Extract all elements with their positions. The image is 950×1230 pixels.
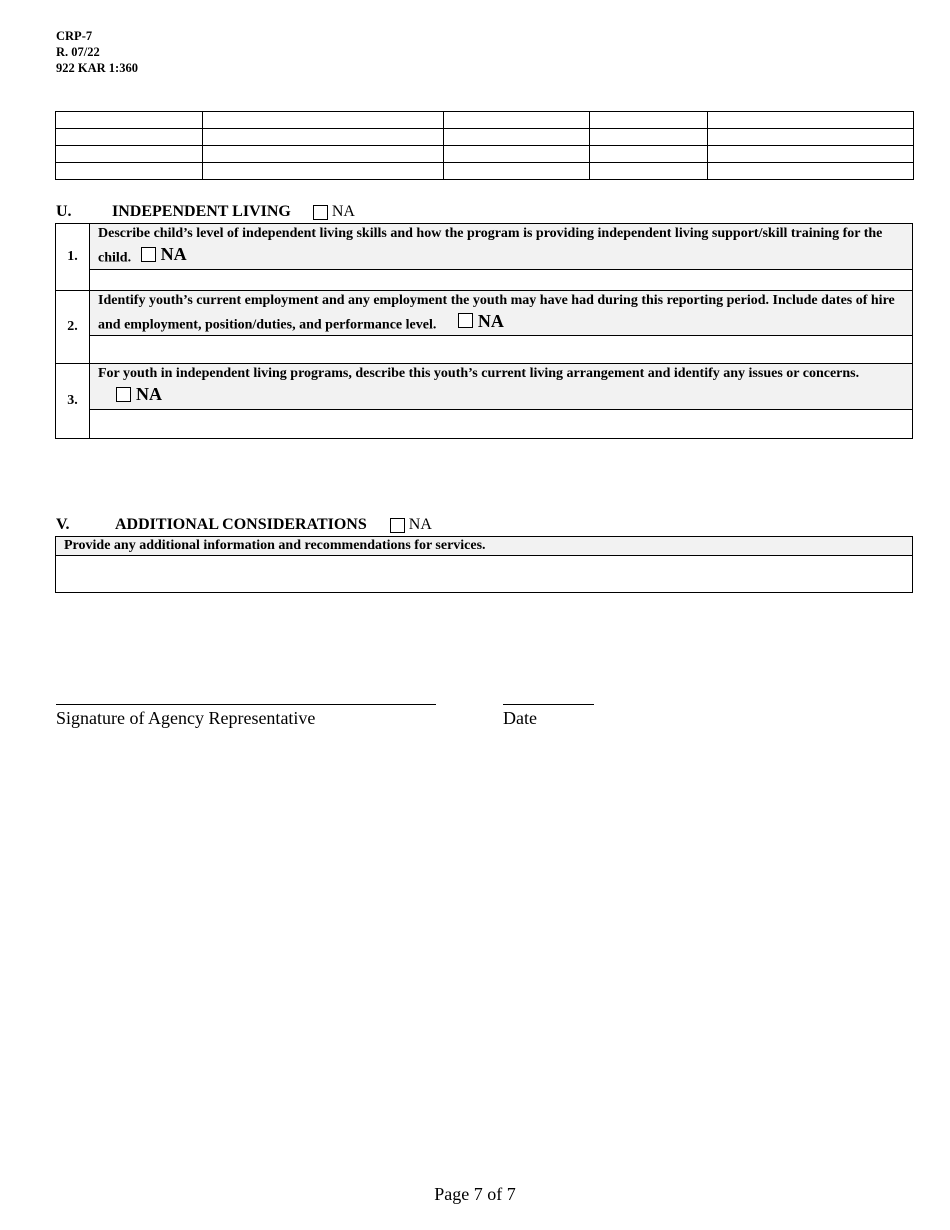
section-v-na-label: NA: [408, 516, 432, 533]
table-cell[interactable]: [444, 146, 590, 163]
table-cell[interactable]: [708, 163, 914, 180]
table-cell[interactable]: [708, 112, 914, 129]
table-cell[interactable]: [444, 129, 590, 146]
table-cell[interactable]: [56, 129, 203, 146]
question-text-cell: [90, 364, 913, 410]
table-cell[interactable]: [203, 146, 444, 163]
question-text: For youth in independent living programs, describe this youth’s current living arrangement and identify any issues or concerns.: [98, 366, 860, 381]
question-number: 2.: [56, 290, 90, 364]
date-line[interactable]: [503, 704, 594, 705]
form-header: [56, 28, 138, 76]
question-row: [56, 537, 913, 556]
question-text-cell: [90, 224, 913, 270]
table-cell[interactable]: [203, 163, 444, 180]
question-1-na-label: NA: [160, 244, 187, 264]
answer-row: [56, 556, 913, 593]
table-cell[interactable]: [590, 129, 708, 146]
signature-line[interactable]: [56, 704, 436, 705]
section-v-heading: [56, 516, 432, 534]
section-u-title: INDEPENDENT LIVING: [112, 203, 291, 220]
table-cell[interactable]: [56, 146, 203, 163]
question-3-na-label: NA: [136, 384, 162, 404]
section-u-letter: U.: [56, 203, 72, 220]
table-cell[interactable]: [56, 163, 203, 180]
section-u-na-checkbox[interactable]: [313, 205, 328, 220]
question-text-cell: [90, 290, 913, 336]
table-row: [56, 129, 914, 146]
table-cell[interactable]: [708, 129, 914, 146]
form-revision: R. 07/22: [56, 45, 100, 59]
answer-field[interactable]: [90, 409, 913, 438]
form-regulation: 922 KAR 1:360: [56, 61, 138, 75]
question-2-na-label: NA: [477, 310, 504, 331]
answer-field[interactable]: [90, 269, 913, 290]
answer-row: [56, 269, 913, 290]
section-u-na-label: NA: [331, 203, 355, 220]
table-row: [56, 112, 914, 129]
table-cell[interactable]: [590, 163, 708, 180]
answer-row: [56, 336, 913, 364]
question-3-na-checkbox[interactable]: [116, 387, 131, 402]
additional-considerations-table: [55, 536, 913, 593]
carryover-table: [55, 111, 914, 180]
form-id: CRP-7: [56, 29, 93, 43]
answer-field[interactable]: [90, 336, 913, 364]
table-cell[interactable]: [590, 112, 708, 129]
section-v-letter: V.: [56, 516, 70, 533]
signature-label: Signature of Agency Representative: [56, 708, 316, 728]
independent-living-table: [55, 223, 913, 439]
section-u-heading: [56, 203, 355, 221]
question-text: Identify youth’s current employment and any employment the youth may have had during this reporting period. Include dates of hire and employment, position/duties, and performance level.: [98, 292, 895, 332]
question-text: Describe child’s level of independent living skills and how the program is providing independent living support/skill training for the child.: [98, 226, 883, 266]
question-row: [56, 224, 913, 270]
table-cell[interactable]: [708, 146, 914, 163]
table-cell[interactable]: [56, 112, 203, 129]
question-row: [56, 364, 913, 410]
table-cell[interactable]: [590, 146, 708, 163]
question-number: 3.: [56, 364, 90, 439]
page-number: Page 7 of 7: [434, 1184, 516, 1204]
answer-row: [56, 409, 913, 438]
question-row: [56, 290, 913, 336]
table-cell[interactable]: [203, 112, 444, 129]
question-number: 1.: [56, 224, 90, 291]
question-2-na-checkbox[interactable]: [458, 313, 473, 328]
section-v-na-checkbox[interactable]: [390, 518, 405, 533]
question-text: Provide any additional information and recommendations for services.: [56, 537, 913, 556]
table-row: [56, 146, 914, 163]
question-1-na-checkbox[interactable]: [141, 247, 156, 262]
table-cell[interactable]: [444, 112, 590, 129]
section-v-title: ADDITIONAL CONSIDERATIONS: [115, 516, 367, 533]
date-label: Date: [503, 708, 537, 728]
table-cell[interactable]: [444, 163, 590, 180]
table-cell[interactable]: [203, 129, 444, 146]
table-row: [56, 163, 914, 180]
answer-field[interactable]: [56, 556, 913, 593]
